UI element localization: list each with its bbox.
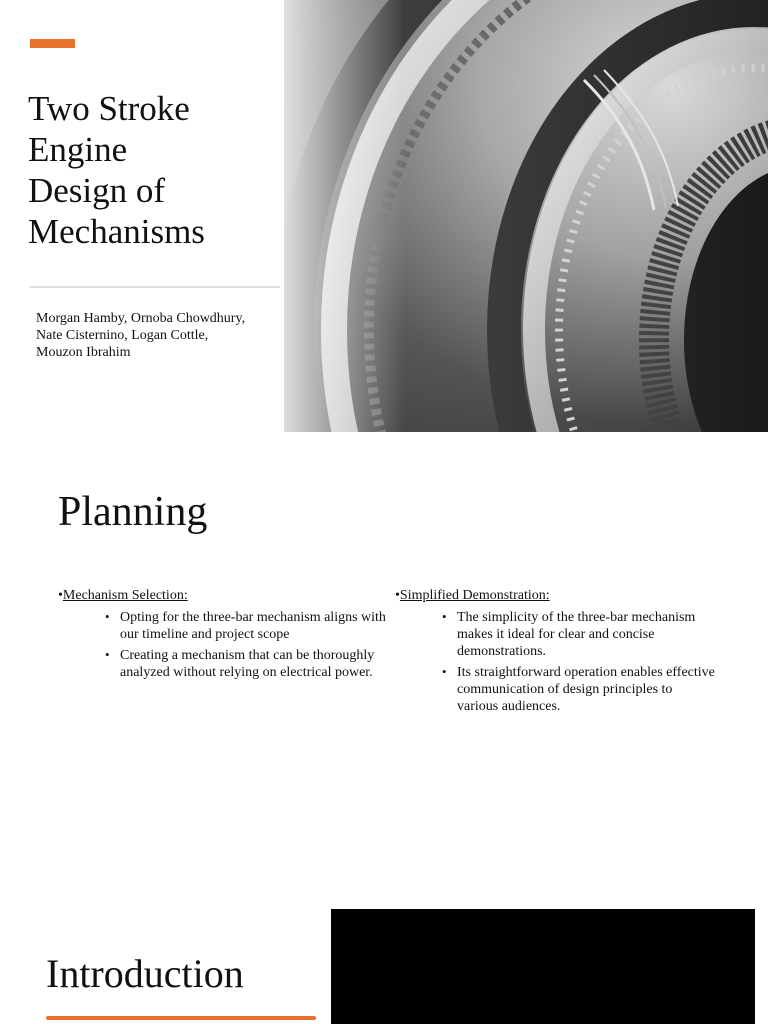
turbine-illustration [284,0,768,432]
list-item: • Its straightforward operation enables effective communication of design principles to various audiences. [457,664,717,715]
column-heading [58,587,398,604]
mechanism-selection-column [58,587,398,685]
list-item: • The simplicity of the three-bar mechanism makes it ideal for clear and concise demonstrations. [457,609,717,660]
column-heading [395,587,735,604]
list-item: • Creating a mechanism that can be thoroughly analyzed without relying on electrical power. [120,647,400,681]
media-panel[interactable] [331,909,755,1024]
title-slide [0,0,768,432]
authors [36,310,286,361]
turbine-engine-image [284,0,768,432]
title-divider [30,286,280,288]
planning-slide [0,432,768,876]
column-heading-text: Mechanism Selection: [62,588,188,603]
section-title: Introduction [46,951,244,996]
title-line: Two Stroke [28,89,190,128]
authors-line: Nate Cisternino, Logan Cottle, [36,328,209,343]
bullet-marker: • [395,588,400,603]
authors-line: Morgan Hamby, Ornoba Chowdhury, [36,311,246,326]
title-line: Engine [28,130,128,169]
bullet-list [120,609,400,681]
simplified-demonstration-column [395,587,735,719]
authors-line: Mouzon Ibrahim [36,345,131,360]
slide-title [28,88,278,252]
title-line: Mechanisms [28,212,205,251]
bullet-marker: • [58,588,63,603]
column-heading-text: Simplified Demonstration: [399,588,550,603]
title-underline [46,1016,316,1020]
list-item: • Opting for the three-bar mechanism aligns with our timeline and project scope [120,609,400,643]
introduction-slide [0,876,768,1024]
accent-bar [30,39,75,48]
section-title: Planning [58,489,208,535]
title-line: Design of [28,171,166,210]
bullet-list [457,609,717,715]
